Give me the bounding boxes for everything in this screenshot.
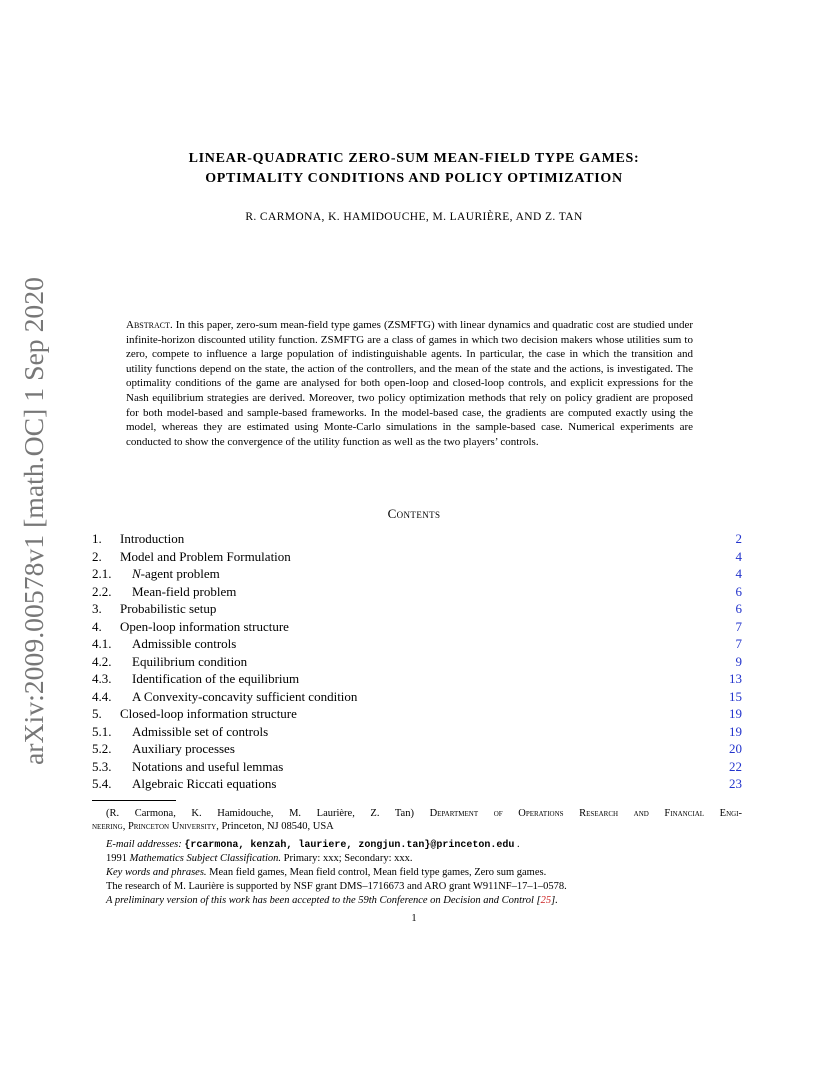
toc-entry[interactable] bbox=[92, 635, 742, 653]
toc-entry-page-link[interactable]: 15 bbox=[729, 688, 742, 704]
toc-entry[interactable] bbox=[92, 583, 742, 601]
toc-entry-page-link[interactable]: 7 bbox=[735, 636, 742, 651]
toc-entry-title: Notations and useful lemmas bbox=[132, 758, 284, 774]
toc-entry-page-link[interactable]: 4 bbox=[735, 566, 742, 581]
footnote-support: The research of M. Laurière is supported by NSF grant DMS–1716673 and ARO grant W911NF–17–1–0578. bbox=[106, 881, 567, 892]
math-variable-n: N bbox=[132, 566, 141, 581]
email-label: E-mail addresses: bbox=[106, 839, 182, 850]
toc-entry[interactable] bbox=[92, 600, 742, 618]
toc-entry-number: 5.2. bbox=[92, 741, 112, 756]
email-end: . bbox=[517, 839, 520, 850]
page-number: 1 bbox=[411, 913, 417, 924]
paper-authors: R. CARMONA, K. HAMIDOUCHE, M. LAURIÈRE, AND Z. TAN bbox=[245, 211, 583, 223]
paper-title-line-1: LINEAR-QUADRATIC ZERO-SUM MEAN-FIELD TYPE GAMES: bbox=[188, 151, 640, 166]
preliminary-end: ]. bbox=[551, 895, 558, 906]
toc-entry[interactable] bbox=[92, 723, 742, 741]
msc-label: Mathematics Subject Classification. bbox=[129, 853, 281, 864]
toc-entry-number: 2.2. bbox=[92, 583, 112, 599]
paper-title-line-2: OPTIMALITY CONDITIONS AND POLICY OPTIMIZATION bbox=[205, 171, 623, 186]
toc-entry-title: Mean-field problem bbox=[132, 583, 237, 599]
footnote-email bbox=[92, 838, 756, 852]
toc-entry-number: 5.3. bbox=[92, 758, 112, 774]
toc-entry-title: Algebraic Riccati equations bbox=[132, 776, 277, 791]
contents-heading: Contents bbox=[387, 506, 441, 521]
affiliation-place: Princeton, NJ 08540, USA bbox=[221, 821, 334, 832]
toc-entry-title: Probabilistic setup bbox=[120, 601, 217, 616]
toc-entry[interactable] bbox=[92, 653, 742, 671]
toc-entry-page-link[interactable]: 6 bbox=[735, 601, 742, 616]
toc-entry-title: Closed-loop information structure bbox=[120, 706, 297, 721]
footnote-affiliation bbox=[92, 807, 742, 833]
footnote-rule bbox=[92, 800, 176, 801]
toc-entry-title: Introduction bbox=[120, 531, 185, 546]
toc-entry[interactable] bbox=[92, 548, 742, 566]
toc-entry-number: 4.1. bbox=[92, 636, 112, 651]
toc-entry-number: 2. bbox=[92, 548, 102, 564]
table-of-contents bbox=[92, 530, 742, 793]
toc-entry-title: N-agent problem bbox=[132, 566, 220, 581]
toc-entry-number: 1. bbox=[92, 531, 102, 546]
toc-entry-page-link[interactable]: 22 bbox=[729, 758, 742, 774]
toc-entry-title: Auxiliary processes bbox=[132, 741, 235, 756]
toc-entry[interactable] bbox=[92, 670, 742, 688]
toc-entry-title: A Convexity-concavity sufficient condition bbox=[132, 688, 358, 704]
toc-entry-page-link[interactable]: 19 bbox=[729, 723, 742, 739]
toc-entry-number: 4.3. bbox=[92, 671, 112, 686]
toc-entry-page-link[interactable]: 7 bbox=[735, 618, 742, 634]
toc-entry-page-link[interactable]: 6 bbox=[735, 583, 742, 599]
footnote-msc bbox=[92, 852, 756, 865]
toc-entry-page-link[interactable]: 2 bbox=[735, 531, 742, 546]
citation-link[interactable]: 25 bbox=[540, 895, 552, 906]
toc-entry-number: 4.4. bbox=[92, 688, 112, 704]
toc-entry-page-link[interactable]: 20 bbox=[729, 741, 742, 756]
toc-entry-number: 2.1. bbox=[92, 566, 112, 581]
abstract-label: Abstract. bbox=[126, 319, 173, 331]
toc-entry-number: 5. bbox=[92, 706, 102, 721]
toc-entry-number: 4. bbox=[92, 618, 102, 634]
toc-entry-title: Open-loop information structure bbox=[120, 618, 289, 634]
toc-entry-page-link[interactable]: 23 bbox=[729, 776, 742, 791]
toc-entry-page-link[interactable]: 4 bbox=[735, 548, 742, 564]
toc-entry-title: Equilibrium condition bbox=[132, 653, 248, 669]
footnote-preliminary bbox=[92, 894, 756, 907]
toc-entry-title: Identification of the equilibrium bbox=[132, 671, 300, 686]
toc-entry-number: 5.1. bbox=[92, 723, 112, 739]
abstract bbox=[126, 318, 693, 449]
msc-year: 1991 bbox=[106, 853, 127, 864]
toc-entry[interactable] bbox=[92, 758, 742, 776]
toc-entry[interactable] bbox=[92, 565, 742, 583]
toc-entry-number: 5.4. bbox=[92, 776, 112, 791]
toc-entry[interactable] bbox=[92, 705, 742, 723]
toc-entry-number: 4.2. bbox=[92, 653, 112, 669]
arxiv-identifier: arXiv:2009.00578v1 [math.OC] 1 Sep 2020 bbox=[19, 289, 49, 765]
affiliation-dept-b: neering, Princeton University, bbox=[92, 821, 219, 832]
abstract-text: In this paper, zero-sum mean-field type games (ZSMFTG) with linear dynamics and quadratic cost are studied under infinite-horizon discounted utility function. ZSMFTG are a class of games in which two decision makers whose utilities sum to zero, compete to influence a large population of indistinguishable agents. In particular, the case in which the transition and utility functions depend on the state, the action of the controllers, and the mean of the state and the actions, is investigated. The optimality conditions of the game are analysed for both open-loop and closed-loop controls, and explicit expressions for the Nash equilibrium strategies are derived. Moreover, two policy optimization methods that rely on policy gradient are proposed for both model-based and sample-based frameworks. In the model-based case, the gradients are computed exactly using the model, whereas they are estimated using Monte-Carlo simulations in the sample-based case. Numerical experiments are conducted to show the convergence of the utility function as well as the two players’ controls. bbox=[126, 319, 694, 448]
toc-entry-title: Model and Problem Formulation bbox=[120, 548, 291, 564]
keywords-label: Key words and phrases. bbox=[106, 867, 207, 878]
toc-entry-number: 3. bbox=[92, 601, 102, 616]
toc-entry-title: Admissible set of controls bbox=[132, 723, 269, 739]
toc-entry[interactable] bbox=[92, 530, 742, 548]
preliminary-text: A preliminary version of this work has been accepted to the 59th Conference on Decision and Control [ bbox=[106, 895, 541, 906]
toc-entry[interactable] bbox=[92, 740, 742, 758]
keywords-value: Mean field games, Mean field control, Mean field type games, Zero sum games. bbox=[209, 867, 547, 878]
affiliation-names: (R. Carmona, K. Hamidouche, M. Laurière, Z. Tan) bbox=[106, 808, 414, 819]
toc-entry-title: Admissible controls bbox=[132, 636, 237, 651]
toc-entry[interactable] bbox=[92, 775, 742, 793]
email-addresses[interactable]: {rcarmona, kenzah, lauriere, zongjun.tan}@princeton.edu bbox=[184, 840, 515, 851]
toc-entry-page-link[interactable]: 9 bbox=[735, 653, 742, 669]
footnote-keywords bbox=[92, 866, 756, 879]
toc-entry-page-link[interactable]: 13 bbox=[729, 671, 742, 686]
affiliation-dept-a: Department of Operations Research and Financial Engi- bbox=[429, 808, 743, 819]
toc-entry[interactable] bbox=[92, 688, 742, 706]
msc-value: Primary: xxx; Secondary: xxx. bbox=[283, 853, 413, 864]
toc-entry[interactable] bbox=[92, 618, 742, 636]
toc-entry-page-link[interactable]: 19 bbox=[729, 706, 742, 721]
